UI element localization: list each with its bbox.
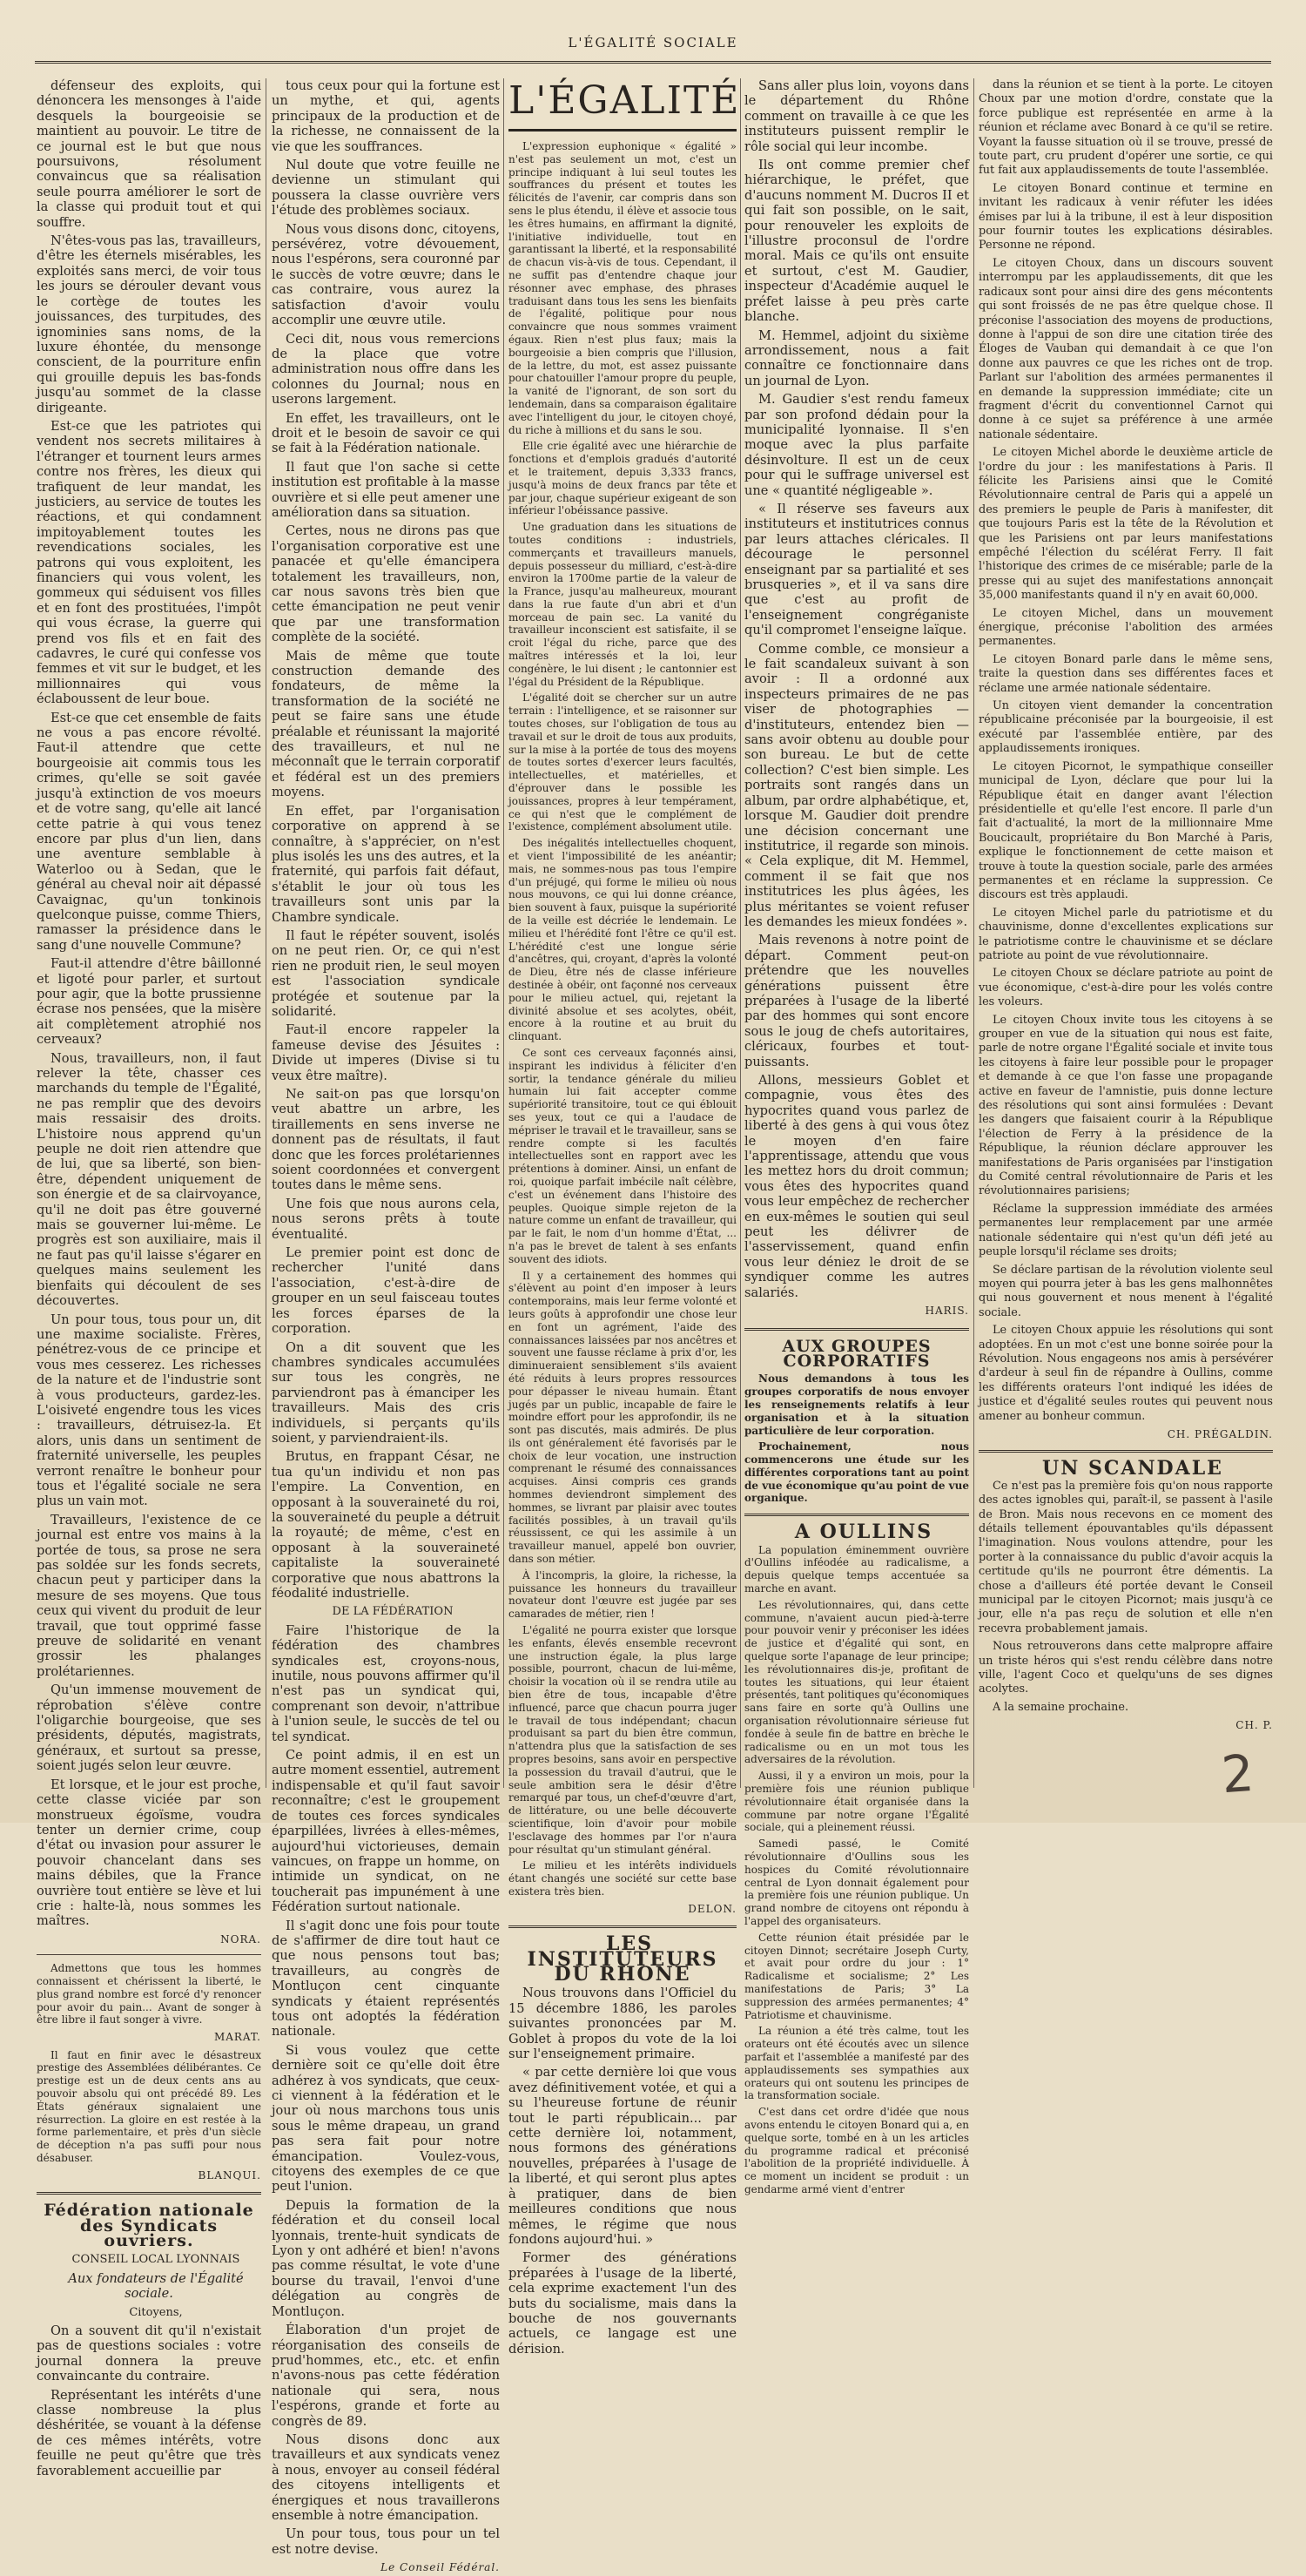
paragraph: Mais revenons à notre point de départ. Comment peut-on prétendre que les nouvelles générations puissent être préparées à l'usage de la liberté par des hommes qui sont encore sous le joug de chefs autoritaires, cléricaux, fourbes et tout-puissants. bbox=[744, 933, 969, 1069]
paragraph: Une fois que nous aurons cela, nous serons prêts à toute éventualité. bbox=[272, 1196, 500, 1242]
paragraph: Le milieu et les intérêts individuels étant changés une société sur cette base existera très bien. bbox=[508, 1859, 737, 1898]
paragraph: Mais de même que toute construction demande des fondateurs, de même la transformation de la société ne peut se faire sans une étude préalable et réunissant la majorité des travailleurs, et nul ne méconnaît que le terrain corporatif et fédéral est un des premiers moyens. bbox=[272, 648, 500, 800]
article-masthead: L'ÉGALITÉ bbox=[508, 78, 737, 131]
column-3 bbox=[508, 78, 741, 2357]
paragraph: Si vous voulez que cette dernière soit ce qu'elle doit être adhérez à vos syndicats, que ceux-ci viennent à la fédération et le jour où nous marchons tous unis sous le même drapeau, un grand pas sera fait pour notre émancipation. Voulez-vous, citoyens des exemples de ce que peut l'union. bbox=[272, 2042, 500, 2195]
article-body bbox=[744, 1544, 969, 2196]
paragraph: Le citoyen Choux se déclare patriote au point de vue économique, c'est-à-dire pour les volés contre les voleurs. bbox=[979, 967, 1273, 1009]
paragraph: Certes, nous ne dirons pas que l'organisation corporative est une panacée et qu'elle émancipera totalement les travailleurs, non, car nous savons très bien que cette émancipation ne peut venir que par une transformation complète de la société. bbox=[272, 523, 500, 645]
column-4 bbox=[744, 78, 969, 2195]
paragraph: Faut-il encore rappeler la fameuse devise des Jésuites : Divide ut imperes (Divise si tu veux être maître). bbox=[272, 1022, 500, 1083]
paragraph: Ils ont comme premier chef hiérarchique, le préfet, que d'aucuns nomment M. Ducros II et qui fait son possible, on le sait, pour renouveler les exploits de l'illustre proconsul de l'ordre moral. Mais ce qu'ils ont ensuite et surtout, c'est M. Gaudier, inspecteur d'Académie auquel le préfet laisse à peu près carte blanche. bbox=[744, 158, 969, 325]
byline: DELON. bbox=[688, 1902, 737, 1915]
paragraph: Le premier point est donc de rechercher l'unité dans l'association, c'est-à-dire de grouper en un seul faisceau toutes les forces éparses de la corporation. bbox=[272, 1245, 500, 1337]
paragraph: A la semaine prochaine. bbox=[993, 1700, 1129, 1714]
byline: CH. P. bbox=[1235, 1719, 1273, 1732]
paragraph: M. Gaudier s'est rendu fameux par son profond dédain pour la municipalité lyonnaise. Il s'en moque avec la plus parfaite désinvolture. Il est un de ceux pour qui le suffrage universel est une « quantité négligeable ». bbox=[744, 392, 969, 498]
quote-text: Il faut en finir avec le désastreux prestige des Assemblées délibérantes. Ce prestige est un de deux cents ans au pouvoir absolu qui ont précédé 89. Les États généraux signalaient une résurrection. La gloire en est restée à la forme parlementaire, et près d'un siècle de déception n'a pas suffi pour nous désabuser. bbox=[37, 2048, 261, 2164]
section-subheading: Aux fondateurs de l'Égalité sociale. bbox=[68, 2270, 244, 2302]
paragraph: En effet, par l'organisation corporative on apprend à se connaître, à s'apprécier, on n'est plus isolés les uns des autres, et la fraternité, qui parfois fait défaut, s'établit le jour où tous les travailleurs sont unis par la Chambre syndicale. bbox=[272, 803, 500, 925]
divider bbox=[508, 1925, 737, 1928]
paragraph: Le citoyen Michel, dans un mouvement énergique, préconise l'abolition des armées permanentes. bbox=[979, 606, 1273, 649]
paragraph: Nul doute que votre feuille ne devienne un stimulant qui poussera la classe ouvrière vers l'étude des problèmes sociaux. bbox=[272, 158, 500, 219]
paragraph: dans la réunion et se tient à la porte. Le citoyen Choux par une motion d'ordre, constate que la force publique est représentée en arme à la réunion et réclame avec Bonard à ce qu'il se retire. Voyant la fausse situation où il se trouve, pressé de toute part, cru prudent d'opérer une sortie, ce qui fut fait aux applaudissements de toute l'assemblée. bbox=[979, 78, 1273, 178]
paragraph: À l'incompris, la gloire, la richesse, la puissance les honneurs du travailleur novateur dont l'œuvre est jugée par ses camarades de métier, rien ! bbox=[508, 1568, 737, 1621]
article-body bbox=[508, 140, 737, 1898]
paragraph: Aussi, il y a environ un mois, pour la première fois une réunion publique révolutionnaire était organisée dans la commune par notre organe l'Égalité sociale, qui a pleinement réussi. bbox=[744, 1770, 969, 1834]
paragraph: Réclame la suppression immédiate des armées permanentes leur remplacement par une armée nationale sédentaire qui n'est qu'un défi jeté au peuple lorsqu'il réclame ses droits; bbox=[979, 1202, 1273, 1259]
byline: Le Conseil Fédéral. bbox=[380, 2561, 500, 2574]
paragraph: tous ceux pour qui la fortune est un mythe, et qui, agents principaux de la production et de la richesse, ne connaissent de la vie que les souffrances. bbox=[272, 78, 500, 154]
paragraph: « Il réserve ses faveurs aux instituteurs et institutrices connus par leurs attaches cléricales. Il décourage le personnel enseignant par sa partialité et ses brusqueries », et il va sans dire que c'est au profit de l'enseignement congréganiste qu'il compromet l'enseigne laïque. bbox=[744, 501, 969, 638]
paragraph: Un citoyen vient demander la concentration républicaine préconisée par la bourgeoisie, il est exécuté par l'assemblée entière, par des applaudissements ironiques. bbox=[979, 699, 1273, 756]
paragraph: Sans aller plus loin, voyons dans le département du Rhône comment on travaille à ce que les instituteurs puissent remplir le rôle social qui leur incombe. bbox=[744, 78, 969, 154]
section-heading: A OULLINS bbox=[794, 1521, 933, 1544]
paragraph: Nous retrouverons dans cette malpropre affaire un triste héros qui s'est rendu célèbre dans notre ville, l'agent Coco et quelqu'uns de ses dignes acolytes. bbox=[979, 1640, 1273, 1696]
section-subheading: CONSEIL LOCAL LYONNAIS bbox=[71, 2253, 240, 2267]
column-2 bbox=[272, 78, 500, 2574]
paragraph: Un pour tous, tous pour un, dit une maxime socialiste. Frères, pénétrez-vous de ce principe et vous mes cesserez. Les richesses de la nature et de l'industrie sont à vous producteurs, gardez-les. L'oisiveté engendre tous les vices : travailleurs, détruisez-la. Et alors, unis dans un sentiment de fraternité universelle, les peuples verront renaître le bonheur pour tous et l'égalité sociale ne sera plus un vain mot. bbox=[37, 1312, 261, 1509]
paragraph: Le citoyen Michel parle du patriotisme et du chauvinisme, donne d'excellentes explications sur le patriotisme contre le chauvinisme et se déclare patriote au point de vue révolutionnaire. bbox=[979, 906, 1273, 962]
divider bbox=[37, 1954, 261, 1955]
article-body bbox=[37, 78, 261, 1929]
column-1 bbox=[37, 78, 261, 2478]
article-body bbox=[979, 1480, 1273, 1716]
article-body bbox=[508, 1986, 737, 2357]
article-body bbox=[744, 78, 969, 1300]
paragraph: Faire l'historique de la fédération des chambres syndicales est, croyons-nous, inutile, nous pouvons affirmer qu'il n'est pas un syndicat qui, comprenant son devoir, n'attribue à l'union seule, le succès de tel ou tel syndicat. bbox=[272, 1622, 500, 1744]
paragraph: Un pour tous, tous pour un tel est notre devise. bbox=[272, 2526, 500, 2557]
paragraph: Se déclare partisan de la révolution violente seul moyen qui pourra jeter à bas les gens malhonnêtes qui nous gouvernent et nous menent à l'égalité sociale. bbox=[979, 1263, 1273, 1319]
article-body bbox=[744, 1372, 969, 1505]
column-rule bbox=[973, 78, 974, 1788]
paragraph: Ceci dit, nous vous remercions de la place que votre administration nous offre dans les colonnes du Journal; nous en userons largement. bbox=[272, 331, 500, 408]
paragraph: Le citoyen Picornot, le sympathique conseiller municipal de Lyon, déclare que pour lui la République était en danger avant l'élection présidentielle et qu'elle l'est encore. Il parle d'un fait d'actualité, la mort de la millionnaire Mme Boucicault, propriétaire du Bon Marché à Paris, explique le fonctionnement de cette maison et trouve à toute la question sociale, parle des armées permanentes et en réclame la suppression. Ce discours est très applaudi. bbox=[979, 759, 1273, 902]
paragraph: Et lorsque, et le jour est proche, cette classe viciée par son monstrueux égoïsme, voudra tenter un dernier crime, coup d'état ou invasion pour assurer le pouvoir chancelant dans ses mains débiles, que la France ouvrière tout entière se lève et lui crie : halte-là, nous sommes les maîtres. bbox=[37, 1777, 261, 1929]
paragraph: La population éminemment ouvrière d'Oullins inféodée au radicalisme, a depuis quelque temps accentuée sa marche en avant. bbox=[744, 1543, 969, 1595]
column-rule bbox=[503, 78, 504, 1788]
paragraph: Elle crie égalité avec une hiérarchie de fonctions et d'emplois gradués d'autorité et le traitement, depuis 3,333 francs, jusqu'à moins de deux francs par tête et par jour, chaque supérieur exigeant de son inférieur l'obéissance passive. bbox=[508, 440, 737, 517]
paragraph: Élaboration d'un projet de réorganisation des conseils de prud'hommes, etc., etc. et enfin n'avons-nous pas cette fédération nationale qui sera, nous l'espérons, grande et forte au congrès de 89. bbox=[272, 2323, 500, 2429]
byline: NORA. bbox=[220, 1932, 261, 1945]
paragraph: « par cette dernière loi que vous avez définitivement votée, et qui a su l'heureuse fortune de réunir tout le parti républicain... par cette dernière loi, notamment, nous formons des générations nouvelles, préparées à l'usage de la liberté, et qui seront plus aptes à pratiquer, dans de bien meilleures conditions que nous mêmes, le régime que nous fondons aujourd'hui. » bbox=[508, 2065, 737, 2247]
salutation: Citoyens, bbox=[129, 2305, 183, 2319]
paragraph: Il faut le répéter souvent, isolés on ne peut rien. Or, ce qui n'est rien ne produit rien, le seul moyen est l'association syndicale protégée et soutenue par la solidarité. bbox=[272, 927, 500, 1019]
paragraph: Il faut que l'on sache si cette institution est profitable à la masse ouvrière et si elle peut amener une amélioration dans sa situation. bbox=[272, 459, 500, 520]
divider bbox=[744, 1514, 969, 1516]
article-body bbox=[272, 78, 500, 1601]
paragraph: Nous demandons à tous les groupes corporatifs de nous envoyer les renseignements relatifs à leur organisation et à la situation particulière de leur corporation. bbox=[744, 1372, 969, 1437]
paragraph: La réunion a été très calme, tout les orateurs ont été écoutés avec un silence parfait et l'assemblée a manifesté par des applaudissements ses sympathies aux orateurs qui ont soutenu les principes de la transformation sociale. bbox=[744, 2025, 969, 2102]
page-number: 2 bbox=[1219, 1743, 1256, 1805]
section-heading: UN SCANDALE bbox=[1042, 1457, 1223, 1480]
section-heading: Fédération nationale des Syndicats ouvriers. bbox=[44, 2201, 254, 2250]
paragraph: Le citoyen Choux invite tous les citoyens à se grouper en vue de la situation qui nous est faite, parle de notre organe l'Égalité sociale et invite tous les citoyens à faire leur possible pour le propager et demande à ce que l'on fasse une propagande active en faveur de l'amnistie, puis donne lecture des résolutions qui sont ainsi formulées : Devant les dangers que faisaient courir à la République l'élection de Ferry à la présidence de la République, la réunion déclare approuver les manifestations de Paris organisées par l'instigation du Comité central révolutionnaire de Paris et les révolutionnaires parisiens; bbox=[979, 1013, 1273, 1198]
paragraph: Est-ce que cet ensemble de faits ne vous a pas encore révolté. Faut-il attendre que cette bourgeoisie ait commis tous les crimes, qu'elle se soit gavée jusqu'à extinction de vos moeurs et de votre sang, qu'elle ait lancé cette patrie à qui vous tenez encore par plus d'un lien, dans une aventure semblable à Waterloo ou à Sedan, que le général au cheval noir ait dépassé Cavaignac, qu'un tonkinois quelconque puisse, comme Thiers, ramasser la présidence dans le sang d'une nouvelle Commune? bbox=[37, 710, 261, 953]
paragraph: Il s'agit donc une fois pour toute de s'affirmer de dire tout haut ce que nous pensons tout bas; travailleurs, au congrès de Montluçon cent cinquante syndicats y étaient représentés tous ont adoptés la fédération nationale. bbox=[272, 1918, 500, 2040]
paragraph: On a souvent dit qu'il n'existait pas de questions sociales : votre journal donnera la preuve convaincante du contraire. bbox=[37, 2323, 261, 2384]
running-head: L'ÉGALITÉ SOCIALE bbox=[35, 35, 1271, 64]
paragraph: Ce n'est pas la première fois qu'on nous rapporte des actes ignobles qui, paraît-il, se passent à l'asile de Bron. Mais nous recevons en ce moment des détails tellement épouvantables qu'ils dépassent l'imagination. Nous voulons attendre, pour les porter à la connaissance du public d'avoir acquis la certitude qu'ils ne pourront être démentis. La chose a d'ailleurs été portée devant le Conseil municipal par le citoyen Picornot; mais jusqu'à ce jour, elle n'a pas reçu de solution et elle n'en recevra probablement jamais. bbox=[979, 1479, 1273, 1635]
paragraph: Les révolutionnaires, qui, dans cette commune, n'avaient aucun pied-à-terre pour pouvoir venir y préconiser les idées de justice et d'égalité qui sont, en quelque sorte l'apanage de leur principe; les révolutionnaires dis-je, profitant de toutes les situations, qui leur étaient présentés, tant politiques qu'économiques sans faire en sorte qu'à Oullins une organisation révolutionnaire sérieuse fut fondée à seule fin de battre en brèche le radicalisme ou en un mot tous les adversaires de la révolution. bbox=[744, 1598, 969, 1766]
paragraph: Des inégalités intellectuelles choquent, et vient l'impossibilité de les anéantir; mais, ne sommes-nous pas tous l'empire d'un préjugé, qui forme le milieu où nous nous mouvons, ce qui lui donne créance, bien souvent à faux, puisque la supériorité de la veille est décriée le lendemain. Le milieu et l'hérédité font l'être ce qu'il est. L'hérédité c'est une longue série d'ancêtres, qui, croyant, d'après la volonté de Dieu, être nés de classe inférieure destinée à obéir, ont façonné nos cerveaux pour le milieu actuel, qui, rejetant la divinité absolue et ses acolytes, obéit, encore à la routine et au bruit du clinquant. bbox=[508, 837, 737, 1043]
paragraph: Ne sait-on pas que lorsqu'on veut abattre un arbre, les tiraillements en sens inverse ne donnent pas de résultats, il faut donc que les forces prolétariennes soient coordonnées et convergent toutes dans le même sens. bbox=[272, 1087, 500, 1193]
paragraph: En effet, les travailleurs, ont le droit et le besoin de savoir ce qui se fait à la Fédération nationale. bbox=[272, 410, 500, 456]
paragraph: Allons, messieurs Goblet et compagnie, vous êtes des hypocrites quand vous parlez de liberté à des gens à qui vous ôtez le moyen d'en faire l'apprentissage, attendu que vous les mettez hors du droit commun; vous êtes des hypocrites quand vous leur empêchez de rechercher en eux-mêmes le soutien qui seul peut les délivrer de l'asservissement, quand enfin vous leur déniez le droit de se syndiquer comme les autres salariés. bbox=[744, 1073, 969, 1300]
paragraph: Nous disons donc aux travailleurs et aux syndicats venez à nous, envoyer au conseil fédéral des citoyens intelligents et énergiques et nous travaillerons ensemble à notre émancipation. bbox=[272, 2431, 500, 2523]
divider bbox=[37, 2192, 261, 2195]
paragraph: C'est dans cet ordre d'idée que nous avons entendu le citoyen Bonard qui a, en quelque sorte, tombé en à un les articles du programme radical et préconisé l'abolition de la propriété individuelle. À ce moment un incident se produit : un gendarme armé vient d'entrer bbox=[744, 2106, 969, 2195]
paragraph: L'expression euphonique « égalité » n'est pas seulement un mot, c'est un principe indiquant à lui seul toutes les souffrances du présent et toutes les félicités de l'avenir, car compris dans son sens le plus étendu, il élève et associe tous les êtres humains, en affirmant la dignité, l'initiative individuelle, tout en garantissant la liberté, et la responsabilité de chacun vis-à-vis de tous. Cependant, il ne suffit pas d'entendre chaque jour résonner avec emphase, des phrases traduisant dans tous les sens les bienfaits de l'égalité, politique pour nous convaincre que nous sommes vraiment égaux. Rien n'est plus faux; mais la bourgeoisie a bien compris que l'illusion, de la lettre, du mot, est assez puissante pour chatouiller l'amour propre du peuple, la vanité de l'ignorant, de son sort du lendemain, dans sa comparaison égalitaire avec l'intelligent du jour, le citoyen choyé, du riche à millions et du sans le sou. bbox=[508, 140, 737, 436]
paragraph: Représentant les intérêts d'une classe nombreuse la plus déshéritée, se vouant à la défense de ces mêmes intérêts, votre feuille ne peut qu'être que très favorablement accueillie par bbox=[37, 2387, 261, 2478]
paragraph: Le citoyen Choux appuie les résolutions qui sont adoptées. En un mot c'est une bonne soirée pour la Révolution. Nous engageons nos amis à persévérer d'ardeur à seul fin de répandre à Oullins, comme les différents orateurs l'ont indiqué les idées de justice et d'égalité seules routes qui peuvent nous amener au bonheur commun. bbox=[979, 1324, 1273, 1423]
paragraph: Le citoyen Bonard parle dans le même sens, traite la question dans ses différentes faces et réclame une armée nationale sédentaire. bbox=[979, 652, 1273, 695]
column-rule bbox=[740, 78, 741, 1788]
paragraph: Nous, travailleurs, non, il faut relever la tête, chasser ces marchands du temple de l'Égalité, ne pas remplir que des devoirs mais ressaisir des droits. L'histoire nous apprend qu'un peuple ne doit rien attendre que de lui, que sa liberté, son bien-être, dépendent uniquement de son énergie et de sa clairvoyance, qu'il ne doit pas être gouverné mais se gouverner lui-même. Le progrès est son auxiliaire, mais il ne faut pas qu'il laisse s'égarer en quelques mains seulement les bienfaits qui découlent de ses découvertes. bbox=[37, 1050, 261, 1309]
paragraph: L'égalité ne pourra exister que lorsque les enfants, élevés ensemble recevront une instruction égale, la plus large possible, pourront, chacun de lui-même, choisir la vocation où il se rendra utile au bien être de tous, incapable d'être influencé, parce que chacun pourra juger le travail de tous indépendant; chacun produisant sa part du bien être commun, n'attendra plus que la satisfaction de ses propres besoins, sans avoir en perspective la possession du travail d'autrui, que le seule ambition sera le désir d'être remarqué par tous, un chef-d'œuvre d'art, de littérature, ou une belle découverte scientifique, loin d'avoir pour mobile l'esclavage des hommes par l'or n'aura pour résultat qu'un stimulant général. bbox=[508, 1624, 737, 1856]
quote-author: MARAT. bbox=[213, 2031, 261, 2044]
paragraph: Former des générations préparées à l'usage de la liberté, cela exprime exactement l'un des buts du socialisme, mais dans la bouche de nos gouvernants actuels, ce langage est une dérision. bbox=[508, 2250, 737, 2357]
paragraph: L'égalité doit se chercher sur un autre terrain : l'intelligence, et se raisonner sur toutes choses, sur l'obligation de tous au travail et sur le droit de tous aux produits, sur la mise à la portée de tous des moyens de toutes sortes d'exercer leurs facultés, intellectuelles, et matérielles, et d'éprouver dans le possible les jouissances, propres à leur tempérament, ce qui n'est que le complément de l'existence, complément absolument utile. bbox=[508, 691, 737, 833]
divider bbox=[979, 1450, 1273, 1453]
paragraph: défenseur des exploits, qui dénoncera les mensonges à l'aide desquels la bourgeoisie se maintient au pouvoir. Le titre de ce journal est le but que nous poursuivons, résolument convaincus que sa réalisation seule pourra améliorer le sort de la classe qui produit tout et qui souffre. bbox=[37, 78, 261, 230]
section-subheading: DE LA FÉDÉRATION bbox=[332, 1605, 454, 1619]
article-body bbox=[979, 78, 1273, 1424]
section-heading: AUX GROUPES CORPORATIFS bbox=[782, 1336, 932, 1371]
paragraph: Cette réunion était présidée par le citoyen Dinnot; secrétaire Joseph Curty, et avait pour ordre du jour : 1° Radicalisme et socialisme; 2° Les manifestations de Paris; 3° La suppression des armées permanentes; 4° Patriotisme et chauvinisme. bbox=[744, 1931, 969, 2021]
paragraph: Faut-il attendre d'être bâillonné et ligoté pour parler, et surtout pour agir, que la botte prussienne écrase nos pensées, que la misère ait complètement atrophié nos cerveaux? bbox=[37, 956, 261, 1048]
quote-text: Admettons que tous les hommes connaissent et chérissent la liberté, le plus grand nombre est forcé d'y renoncer pour avoir du pain... Avant de songer à être libre il faut songer à vivre. bbox=[37, 1962, 261, 2026]
paragraph: Il y a certainement des hommes qui s'élèvent au point d'en imposer à leurs contemporains, mais leur ferme volonté et leurs goûts à approfondir une chose leur en font un agrément, l'aide des connaissances laissées par nos ancêtres et souvent une fausse réclame à prix d'or, les diminueraient sensiblement s'ils avaient été réduits à leurs propres ressources pour dépasser le niveau humain. Étant jugés par un public, incapable de faire le moindre effort pour les approfondir, ils ne sont pas discutés, mais admirés. De plus ils ont généralement été favorisés par le choix de leur vocation, une instruction comprenant le résumé des connaissances acquises. Ainsi compris ces grands hommes deviendront simplement des hommes, se livrant par plaisir avec toutes facilités possibles, à un travail qu'ils réussissent, ce qui les assimile à un travailleur manuel, appelé bon ouvrier, dans son métier. bbox=[508, 1269, 737, 1566]
paragraph: Est-ce que les patriotes qui vendent nos secrets militaires à l'étranger et tournent leurs armes contre nos frères, les dieux qui trafiquent de leur mandat, les justiciers, au service de toutes les réactions, et qui condamnent impitoyablement toutes les revendications sociales, les patrons qui vous exploitent, les financiers qui vous volent, les gommeux qui séduisent vos filles et en font des prostituées, l'impôt qui vous écrase, la guerre qui prend vos fils et en fait des cadavres, le curé qui confesse vos femmes et vit sur le budget, et les millionnaires qui vous éclaboussent de leur boue. bbox=[37, 418, 261, 707]
paragraph: Qu'un immense mouvement de réprobation s'élève contre l'oligarchie bourgeoise, que ses présidents, députés, magistrats, généraux, et surtout sa presse, soient jugés selon leur œuvre. bbox=[37, 1682, 261, 1774]
paragraph: Une graduation dans les situations de toutes conditions : industriels, commerçants et travailleurs manuels, depuis possesseur du milliard, c'est-à-dire environ la 1700me partie de la valeur de la France, jusqu'au malheureux, mourant dans la rue faute d'un abri et d'un morceau de pain sec. La vanité du travailleur inconscient est satisfaite, il se croit l'égal du riche, parce que des maîtres intéressés et la loi, leur congénère, le lui disent ; le cantonnier est l'égal du Président de la République. bbox=[508, 521, 737, 688]
paragraph: Prochainement, nous commencerons une étude sur les différentes corporations tant au point de vue économique qu'au point de vue organique. bbox=[744, 1440, 969, 1505]
paragraph: Le citoyen Michel aborde le deuxième article de l'ordre du jour : les manifestations à Paris. Il félicite les Parisiens ainsi que le Comité Révolutionnaire central de Paris qui a appelé un des premiers le peuple de Paris à manifester, dit que toujours Paris est la tête de la Révolution et que les Parisiens ont par leurs manifestations empêché l'élection du scélérat Ferry. Il fait l'historique des crimes de ce misérable; parle de la presse qui au sujet des manifestations annonçait 35,000 manifestants quand il n'y en avait 60,000. bbox=[979, 446, 1273, 603]
paragraph: Ce sont ces cerveaux façonnés ainsi, inspirant les individus à féliciter d'en sortir, la tendance générale du milieu humain lui fait accepter comme supériorité transitoire, tout ce qui éblouit ses yeux, tout ce qui a l'audace de mépriser le travail et le travailleur, sans se rendre compte si les facultés intellectuelles sont en rapport avec les prétentions à dominer. Ainsi, un enfant de roi, quoique parfait imbécile naît célèbre, c'est un événement dans l'histoire des peuples. Quoique simple rejeton de la nature comme un enfant de travailleur, qui par le fait, le nom d'un homme d'État, ... n'a pas le brevet de talent à ses enfants souvent des idiots. bbox=[508, 1046, 737, 1265]
byline: CH. PRÉGALDIN. bbox=[1167, 1427, 1273, 1440]
article-body bbox=[37, 2323, 261, 2478]
paragraph: On a dit souvent que les chambres syndicales accumulées sur tous les congrès, ne parviendront pas à émanciper les travailleurs. Mais des cris individuels, si perçants qu'ils soient, y parviendraient-ils. bbox=[272, 1339, 500, 1446]
quote-author: BLANQUI. bbox=[198, 2168, 261, 2182]
paragraph: Brutus, en frappant César, ne tua qu'un individu et non pas l'empire. La Convention, en opposant à la souveraineté du roi, la souveraineté du peuple a détruit la royauté; de même, c'est en opposant à la souveraineté capitaliste la souveraineté corporative que nous abattrons la féodalité industrielle. bbox=[272, 1449, 500, 1601]
paragraph: Le citoyen Bonard continue et termine en invitant les radicaux à venir réfuter les idées émises par lui à la tribune, il est à leur disposition pour fournir toutes les explications désirables. Personne ne répond. bbox=[979, 181, 1273, 253]
section-heading: LES INSTITUTEURS DU RHONE bbox=[527, 1932, 718, 1986]
article-body bbox=[272, 1623, 500, 2557]
paragraph: N'êtes-vous pas las, travailleurs, d'être les éternels misérables, les exploités sans merci, de voir tous les jours se dérouler devant vous le cortège de toutes les jouissances, des turpitudes, des ignominies sans noms, de la luxure éhontée, du mensonge conscient, de la pourriture enfin qui grouille depuis les bas-fonds jusqu'au sommet de la classe dirigeante. bbox=[37, 233, 261, 415]
paragraph: Le citoyen Choux, dans un discours souvent interrompu par les applaudissements, dit que les radicaux sont pour ainsi dire des gens mécontents qui sont froissés de ne pas être quelque chose. Il préconise l'association des moyens de productions, donne à l'appui de son dire une citation tirée des Éloges de Vauban qui demandait à ce que l'on donne aux pauvres ce que les riches ont de trop. Parlant sur l'abolition des armées permanentes il en demande la suppression immédiate; cite un fragment d'écrit du conventionnel Carnot qui donne à ce sujet sa préférence à une armée nationale sédentaire. bbox=[979, 256, 1273, 442]
paragraph: Depuis la formation de la fédération et du conseil local lyonnais, trente-huit syndicats de Lyon y ont adhéré et bien! n'avons pas comme résultat, le vote d'une bourse du travail, l'envoi d'une délégation au congrès de Montluçon. bbox=[272, 2197, 500, 2319]
divider bbox=[744, 1328, 969, 1331]
paragraph: M. Hemmel, adjoint du sixième arrondissement, nous a fait connaître ce fonctionnaire dans un journal de Lyon. bbox=[744, 327, 969, 388]
paragraph: Travailleurs, l'existence de ce journal est entre vos mains à la portée de tous, sa prose ne sera pas soldée sur les fonds secrets, chacun peut y participer dans la mesure de ses moyens. Que tous ceux qui vivent du produit de leur travail, que tout opprimé fasse preuve de solidarité en venant grossir les phalanges prolétariennes. bbox=[37, 1512, 261, 1679]
paragraph: Nous vous disons donc, citoyens, persévérez, votre dévouement, nous l'espérons, sera couronné par le succès de votre œuvre; dans le cas contraire, vous aurez la satisfaction d'avoir voulu accomplir une œuvre utile. bbox=[272, 221, 500, 328]
paragraph: Comme comble, ce monsieur a le fait scandaleux suivant à son avoir : Il a ordonné aux inspecteurs primaires de ne pas viser de photographies — d'instituteurs, entendez bien — sans avoir obtenu au double pour son bureau. Le but de cette collection? C'est bien simple. Les portraits sont rangés dans un album, par ordre alphabétique, et, lorsque M. Gaudier doit prendre une décision concernant une institutrice, il regarde son minois. « Cela explique, dit M. Hemmel, comment il se fait que nos institutrices les plus âgées, les plus méritantes se voient refuser les demandes les mieux fondées ». bbox=[744, 641, 969, 929]
paragraph: Samedi passé, le Comité révolutionnaire d'Oullins sous les hospices du Comité révolutionnaire central de Lyon donnait également pour la première fois une réunion publique. Un grand nombre de citoyens ont répondu à l'appel des organisateurs. bbox=[744, 1838, 969, 1927]
column-5 bbox=[979, 78, 1273, 1788]
paragraph: Nous trouvons dans l'Officiel du 15 décembre 1886, les paroles suivantes prononcées par M. Goblet à propos du vote de la loi sur l'enseignement primaire. bbox=[508, 1986, 737, 2062]
paragraph: Ce point admis, il en est un autre moment essentiel, autrement indispensable et qu'il faut savoir reconnaître; c'est le groupement de toutes ces forces syndicales éparpillées, livrées à elles-mêmes, aujourd'hui victorieuses, demain vaincues, on frappe un homme, on intimide un syndicat, on ne toucherait pas impunément à une Fédération surtout nationale. bbox=[272, 1748, 500, 1915]
byline: HARIS. bbox=[925, 1305, 969, 1318]
